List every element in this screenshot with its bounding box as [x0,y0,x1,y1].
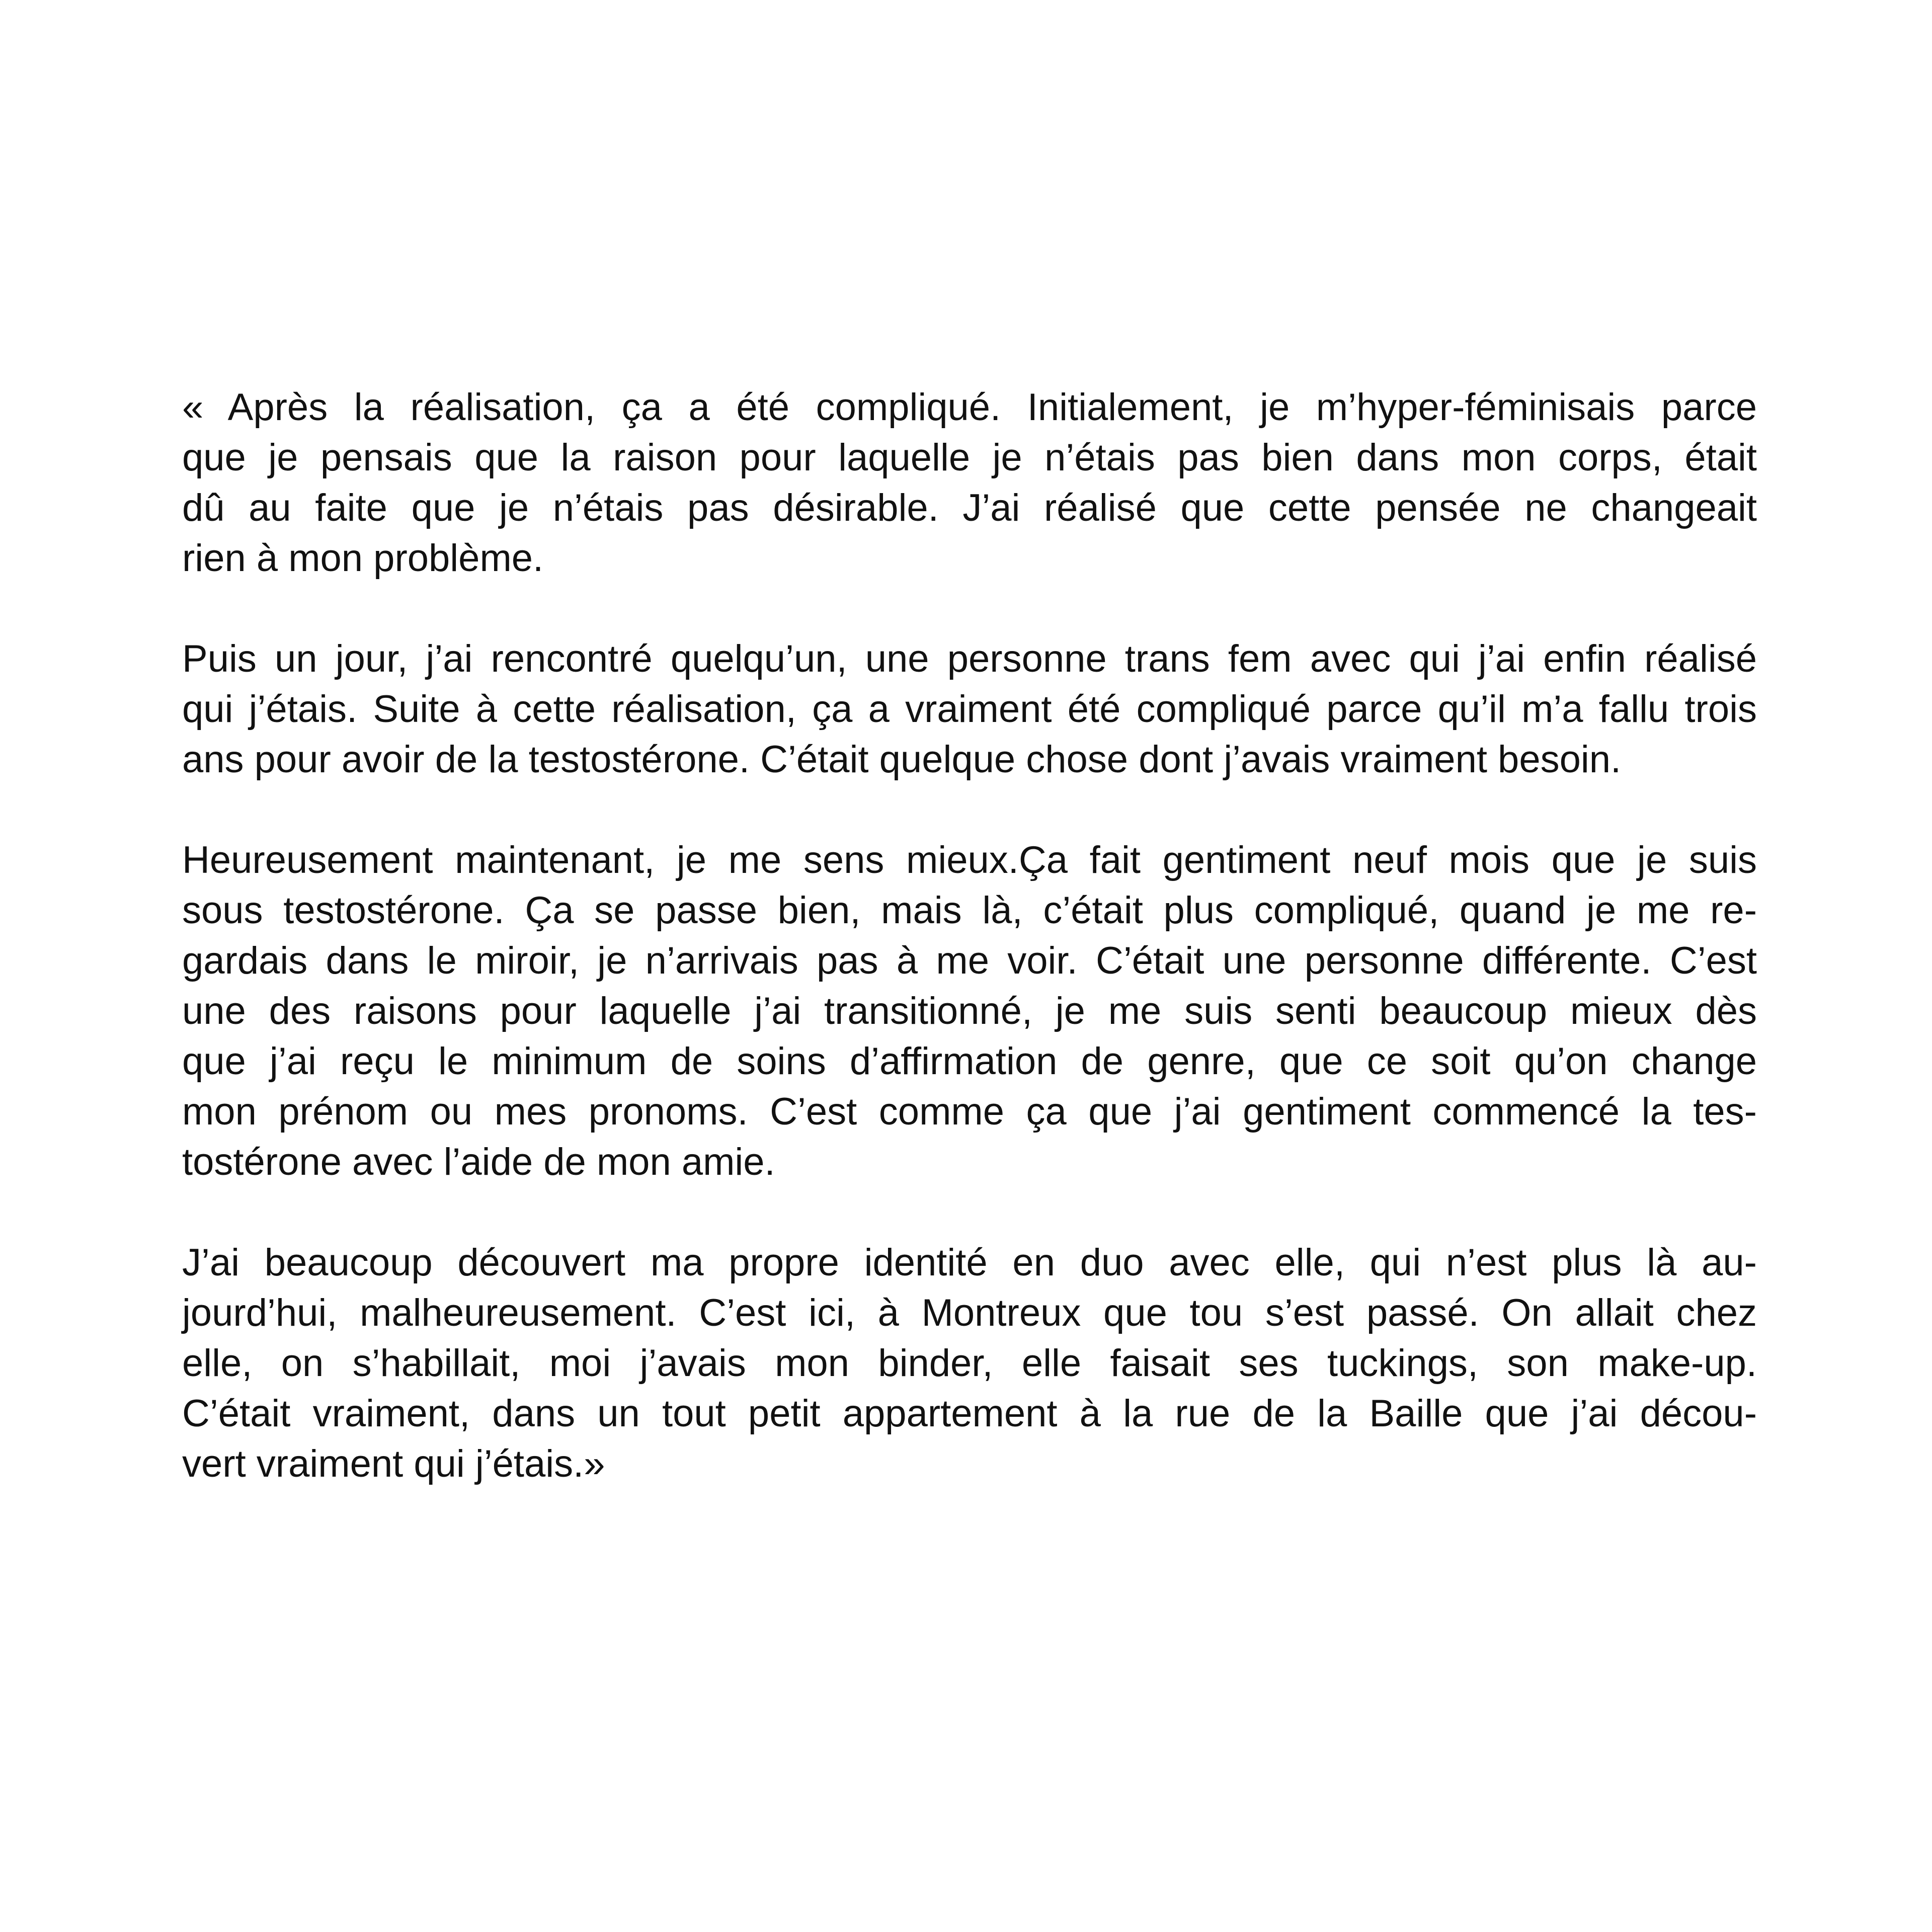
text-line: que je pensais que la raison pour laquelle je n’étais pas bien dans mon corps, était [182,436,1757,479]
paragraph-2 [182,634,1757,785]
text-line: ans pour avoir de la testostérone. C’était quelque chose dont j’avais vraiment besoin. [182,738,1622,781]
text-line: mon prénom ou mes pronoms. C’est comme ça que j’ai gentiment commencé la tes- [182,1090,1757,1133]
text-line: tostérone avec l’aide de mon amie. [182,1141,775,1183]
text-line: J’ai beaucoup découvert ma propre identité en duo avec elle, qui n’est plus là au- [182,1241,1757,1284]
text-line: Heureusement maintenant, je me sens mieux.Ça fait gentiment neuf mois que je suis [182,839,1757,881]
text-line: C’était vraiment, dans un tout petit appartement à la rue de la Baille que j’ai décou- [182,1392,1757,1435]
text-line: qui j’étais. Suite à cette réalisation, ça a vraiment été compliqué parce qu’il m’a fallu trois [182,688,1757,731]
text-line: vert vraiment qui j’étais.» [182,1442,605,1485]
text-line: gardais dans le miroir, je n’arrivais pas à me voir. C’était une personne différente. C’est [182,939,1757,982]
text-line: elle, on s’habillait, moi j’avais mon binder, elle faisait ses tuckings, son make-up. [182,1342,1757,1385]
paragraph-4 [182,1238,1757,1489]
text-line: une des raisons pour laquelle j’ai transitionné, je me suis senti beaucoup mieux dès [182,990,1757,1032]
text-line: rien à mon problème. [182,537,544,580]
paragraph-3 [182,835,1757,1187]
text-line: « Après la réalisation, ça a été compliqué. Initialement, je m’hyper-féminisais parce [182,386,1757,429]
text-line: sous testostérone. Ça se passe bien, mais là, c’était plus compliqué, quand je me re- [182,889,1757,932]
text-line: que j’ai reçu le minimum de soins d’affirmation de genre, que ce soit qu’on change [182,1040,1757,1083]
text-line: dû au faite que je n’étais pas désirable. J’ai réalisé que cette pensée ne changeait [182,487,1757,529]
text-line: jourd’hui, malheureusement. C’est ici, à Montreux que tou s’est passé. On allait chez [182,1292,1757,1334]
quote-text-block [182,382,1757,1489]
text-line: Puis un jour, j’ai rencontré quelqu’un, une personne trans fem avec qui j’ai enfin réalisé [182,637,1757,680]
paragraph-1 [182,382,1757,584]
